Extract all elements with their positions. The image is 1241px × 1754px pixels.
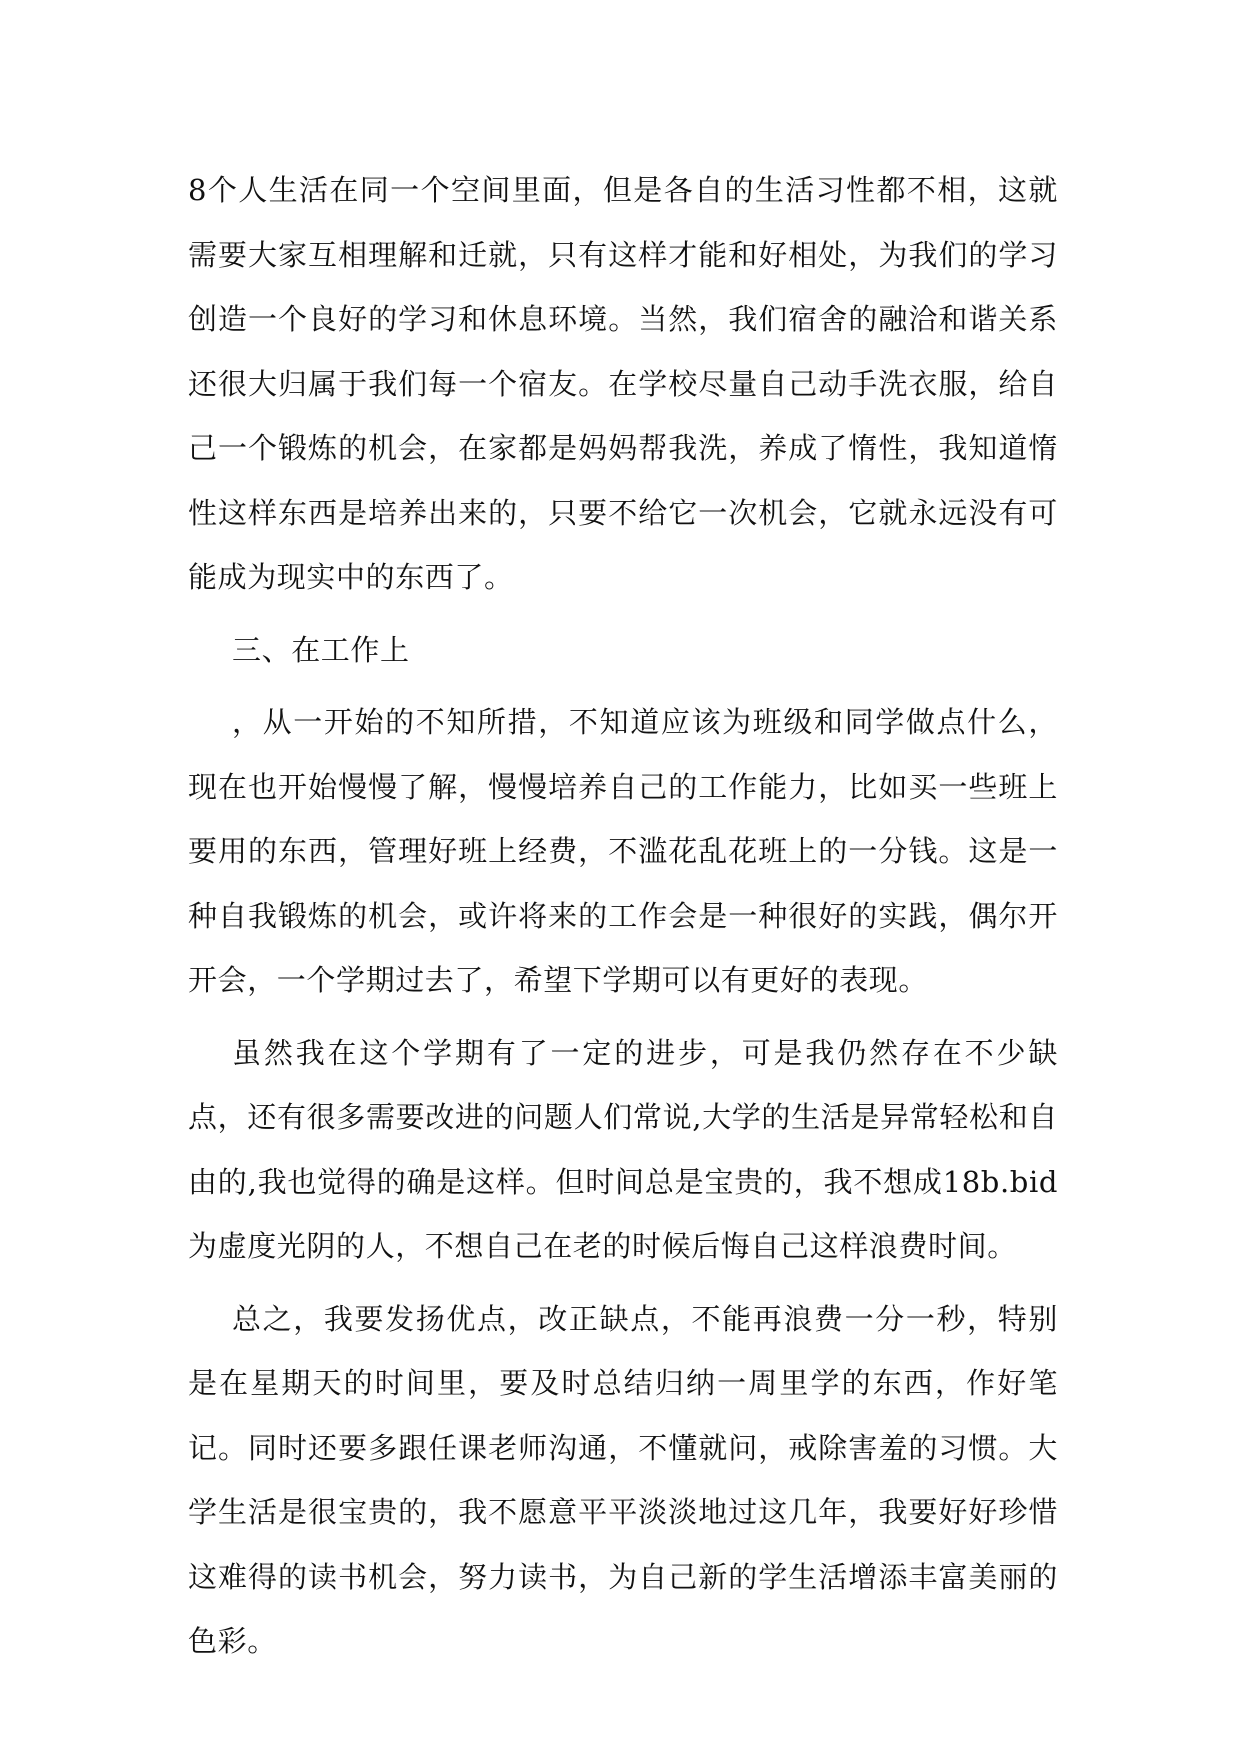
paragraph-dormitory-life: 8个人生活在同一个空间里面，但是各自的生活习性都不相，这就需要大家互相理解和迁就，只有这样才能和好相处，为我们的学习创造一个良好的学习和休息环境。当然，我们宿舍的融洽和谐关系还很大归属于我们每一个宿友。在学校尽量自己动手洗衣服，给自己一个锻炼的机会，在家都是妈妈帮我洗，养成了惰性，我知道惰性这样东西是培养出来的，只要不给它一次机会，它就永远没有可能成为现实中的东西了。 [188, 173, 1058, 594]
section-heading-work: 三、在工作上 [232, 632, 410, 667]
paragraph-conclusion: 总之，我要发扬优点，改正缺点，不能再浪费一分一秒，特别是在星期天的时间里，要及时总结归纳一周里学的东西，作好笔记。同时还要多跟任课老师沟通，不懂就问，戒除害羞的习惯。大学生活是很宝贵的，我不愿意平平淡淡地过这几年，我要好好珍惜这难得的读书机会，努力读书，为自己新的学生活增添丰富美丽的色彩。 [188, 1301, 1058, 1658]
paragraph-work: ，从一开始的不知所措，不知道应该为班级和同学做点什么，现在也开始慢慢了解，慢慢培养自己的工作能力，比如买一些班上要用的东西，管理好班上经费，不滥花乱花班上的一分钱。这是一种自我锻炼的机会，或许将来的工作会是一种很好的实践，偶尔开开会，一个学期过去了，希望下学期可以有更好的表现。 [188, 705, 1058, 997]
document-body [188, 158, 1058, 1682]
paragraph-shortcomings: 虽然我在这个学期有了一定的进步，可是我仍然存在不少缺点，还有很多需要改进的问题人们常说,大学的生活是异常轻松和自由的,我也觉得的确是这样。但时间总是宝贵的，我不想成18b.bid为虚度光阴的人，不想自己在老的时候后悔自己这样浪费时间。 [188, 1035, 1058, 1263]
